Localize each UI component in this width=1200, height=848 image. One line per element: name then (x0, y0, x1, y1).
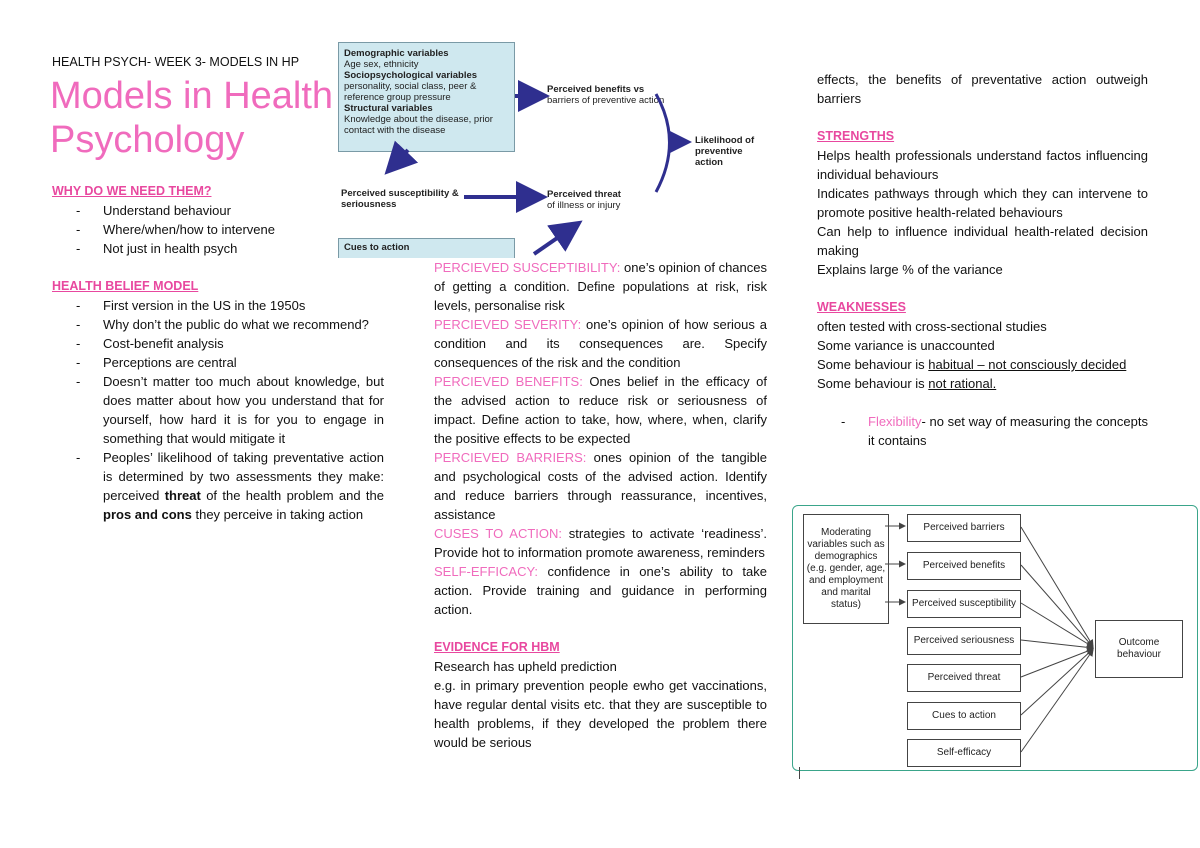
strength-item: Explains large % of the variance (817, 262, 1003, 277)
list-item: - Doesn’t matter too much about knowledge, but does matter about how you understand that for yourself, how hard it is for you to engage in something that would mitigate it (52, 372, 384, 448)
evidence-paragraph: e.g. in primary prevention people ewho get vaccinations, have regular dental visits etc. that they are susceptible to health problems, if they developed the problem there would be serious (434, 678, 767, 750)
component-text: strategies to activate ‘readiness’. Provide hot to information promote awareness, reminders (434, 526, 767, 560)
list-item: - Where/when/how to intervene (52, 220, 384, 239)
threat-term: threat (164, 488, 201, 503)
component-text: Ones belief in the efficacy of the advised action to reduce risk or seriousness of impact. Define action to take, how, where, when, clarify the positive effects to be expected (434, 374, 767, 446)
weakness-underlined: not rational. (928, 376, 997, 391)
weakness-item: Some variance is unaccounted (817, 338, 995, 353)
component-label: PERCIEVED BARRIERS: (434, 450, 587, 465)
strength-item: Indicates pathways through which they can intervene to promote positive health-related behaviours (817, 186, 1148, 220)
self-efficacy-box: Self-efficacy (907, 739, 1021, 767)
weakness-text: Some behaviour is (817, 357, 929, 372)
why-heading: WHY DO WE NEED THEM? (52, 184, 212, 198)
outcome-arrow (1021, 649, 1093, 677)
hbm-component (434, 524, 767, 562)
outcome-arrows (793, 506, 1197, 770)
hbm-component (434, 372, 767, 448)
socio-title: Sociopsychological variables (344, 70, 478, 81)
outcome-arrow (1021, 649, 1093, 715)
pros-cons-term: pros and cons (103, 507, 192, 522)
threat-text: of illness or injury (547, 200, 621, 211)
flow-arrows (338, 42, 758, 257)
cues-to-action-box: Cues to action (907, 702, 1021, 730)
bracket-arrow (656, 94, 670, 192)
weakness-item (817, 355, 1148, 374)
perceived-seriousness-box: Perceived seriousness (907, 627, 1021, 655)
moderating-box: Moderating variables such as demographics (e.g. gender, age, and employment and marital status) (803, 514, 889, 624)
hbm-outcome-diagram (792, 505, 1198, 771)
component-label: SELF-EFFICACY: (434, 564, 539, 579)
course-line: HEALTH PSYCH- WEEK 3- MODELS IN HP (52, 55, 300, 69)
flexibility-list (817, 412, 1148, 450)
component-label: CUSES TO ACTION: (434, 526, 562, 541)
demographic-title: Demographic variables (344, 48, 449, 59)
list-item (817, 412, 1148, 450)
component-text: one’s opinion of how serious a condition and its consequences are. Specify consequences of the risk and the condition (434, 317, 767, 370)
benefits-title: Perceived benefits vs (547, 84, 645, 95)
weakness-underlined: habitual – not consciously decided (928, 357, 1127, 372)
outcome-arrow (1021, 565, 1093, 647)
continued-text: effects, the benefits of preventative action outweigh barriers (817, 72, 1148, 106)
component-text: one’s opinion of chances of getting a condition. Define populations at risk, risk levels, personalise risk (434, 260, 768, 313)
list-item: - Understand behaviour (52, 201, 384, 220)
column-3 (817, 70, 1148, 450)
susceptibility-text: Perceived susceptibility & seriousness (341, 188, 459, 210)
component-text: confidence in one’s ability to take action. Provide training and guidance in performing action. (434, 564, 767, 617)
outcome-behaviour-box: Outcome behaviour (1095, 620, 1183, 678)
list-item: - Why don’t the public do what we recommend? (52, 315, 384, 334)
page-title-line1: Models in Health (50, 75, 334, 117)
component-label: PERCIEVED SEVERITY: (434, 317, 582, 332)
list-text: of the health problem and the (200, 488, 384, 503)
arrow-from-cues (534, 225, 576, 254)
perceived-benefits-box: Perceived benefits (907, 552, 1021, 580)
weakness-item: often tested with cross-sectional studies (817, 319, 1047, 334)
perceived-barriers-box: Perceived barriers (907, 514, 1021, 542)
component-text: ones opinion of the tangible and psychological costs of the advised action. Identify and reduce barriers through reassurance, incentives, assistance (434, 450, 767, 522)
socio-text: personality, social class, peer & reference group pressure (344, 81, 477, 103)
perceived-threat-box: Perceived threat (907, 664, 1021, 692)
weakness-item (817, 374, 1148, 393)
list-text: Peoples’ likelihood of taking preventative action is determined by two assessments they make: perceived (103, 450, 384, 503)
outcome-arrow (1021, 527, 1093, 646)
hbm-list (52, 296, 384, 524)
flexibility-text: - no set way of measuring the concepts it contains (868, 414, 1148, 448)
page-title-line2: Psychology (50, 119, 245, 161)
list-item: - Perceptions are central (52, 353, 384, 372)
structural-title: Structural variables (344, 103, 433, 114)
hbm-component (434, 562, 767, 619)
list-item (52, 448, 384, 524)
strengths-heading: STRENGTHS (817, 129, 895, 143)
list-item: - Not just in health psych (52, 239, 384, 258)
list-text: they perceive in taking action (191, 507, 364, 522)
demographic-text: Age sex, ethnicity (344, 59, 419, 70)
flexibility-label: Flexibility (868, 414, 922, 429)
arrow-to-susceptibility (390, 150, 408, 169)
weakness-text: Some behaviour is (817, 376, 929, 391)
text-cursor (799, 767, 800, 779)
page-title (50, 74, 333, 162)
hbm-component (434, 258, 767, 315)
evidence-heading: EVIDENCE FOR HBM (434, 640, 560, 654)
column-1 (52, 182, 384, 524)
hbm-component (434, 315, 767, 372)
outcome-arrow (1021, 603, 1093, 647)
component-label: PERCIEVED SUSCEPTIBILITY: (434, 260, 621, 275)
perceived-susceptibility-box: Perceived susceptibility (907, 590, 1021, 618)
benefits-text: barriers of preventive action (547, 95, 665, 106)
hbm-component (434, 448, 767, 524)
structural-text: Knowledge about the disease, prior contact with the disease (344, 114, 493, 136)
cues-text: Cues to action (344, 242, 410, 253)
evidence-line: Research has upheld prediction (434, 659, 617, 674)
strength-item: Can help to influence individual health-related decision making (817, 224, 1148, 258)
hbm-heading: HEALTH BELIEF MODEL (52, 279, 199, 293)
list-item: - Cost-benefit analysis (52, 334, 384, 353)
strength-item: Helps health professionals understand factos influencing individual behaviours (817, 148, 1148, 182)
threat-title: Perceived threat (547, 189, 621, 200)
outcome-arrow (1021, 650, 1093, 752)
outcome-arrow (1021, 640, 1093, 648)
weaknesses-heading: WEAKNESSES (817, 300, 906, 314)
hbm-flow-diagram (338, 42, 758, 257)
column-2 (434, 258, 767, 752)
component-label: PERCIEVED BENEFITS: (434, 374, 583, 389)
list-item: - First version in the US in the 1950s (52, 296, 384, 315)
likelihood-text: Likelihood of preventive action (695, 135, 755, 168)
why-list (52, 201, 384, 258)
